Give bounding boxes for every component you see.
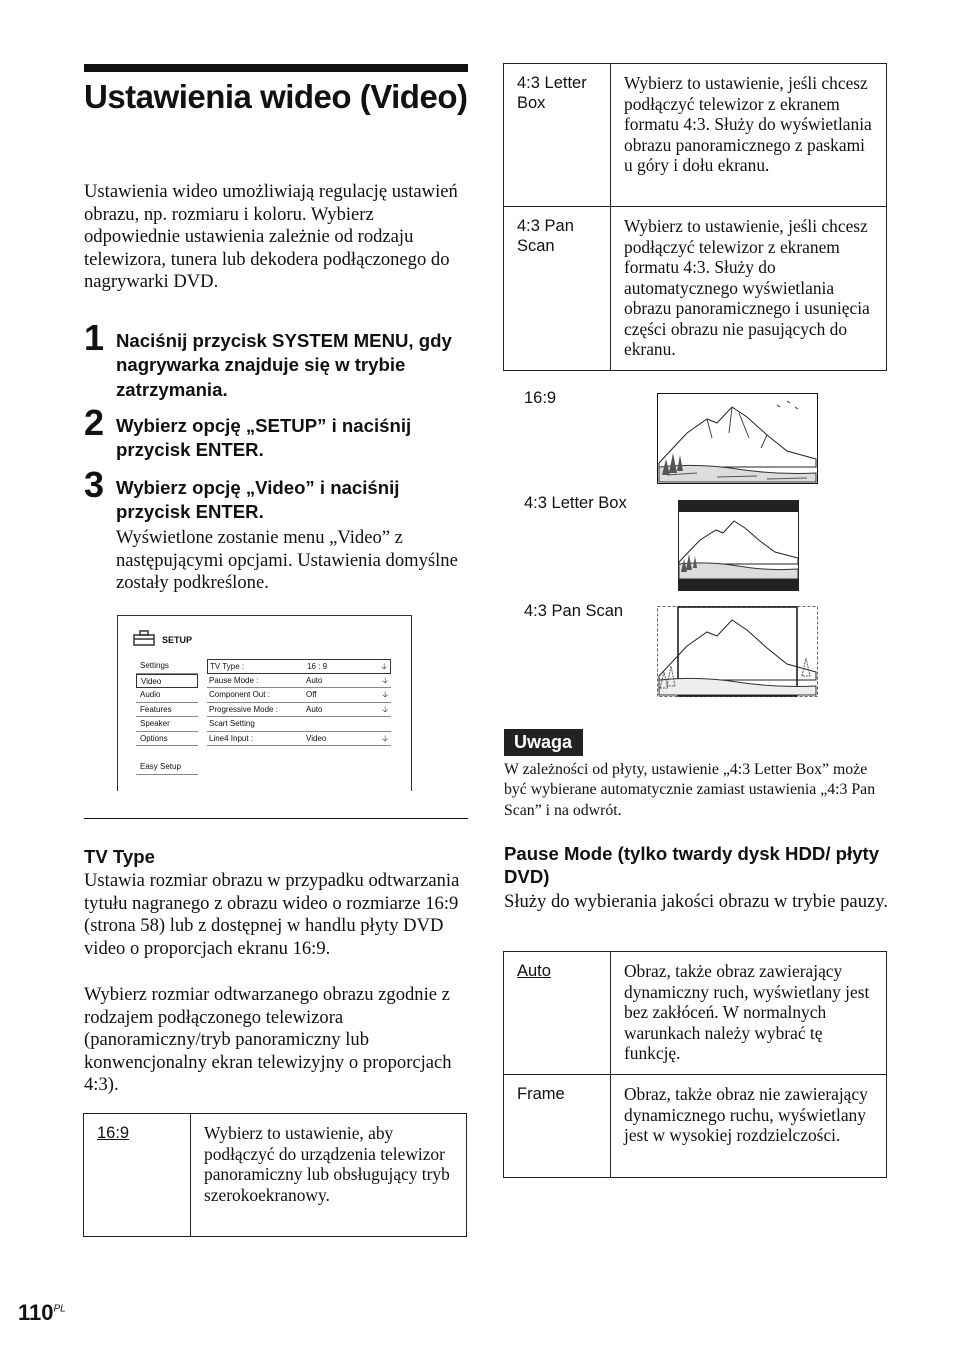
option-key: 4:3 Letter Box bbox=[504, 64, 611, 207]
note-label: Uwaga bbox=[504, 729, 583, 756]
toolbox-icon bbox=[133, 630, 155, 646]
pause-mode-heading: Pause Mode (tylko twardy dysk HDD/ płyty DVD) bbox=[504, 843, 880, 887]
intro-paragraph: Ustawienia wideo umożliwiają regulację ustawień obrazu, np. rozmiaru i koloru. Wybierz odpowiednie ustawienia zależnie od rodzaju telewizora, tunera lub dekodera podłączonego do nagrywarki DVD. bbox=[84, 181, 458, 293]
option-desc: Obraz, także obraz nie zawierający dynamicznego ruchu, wyświetlany jest w wysokiej rozdzielczości. bbox=[611, 1075, 887, 1178]
osd-row-label: Component Out : bbox=[209, 690, 270, 699]
osd-row bbox=[207, 732, 391, 747]
option-key: Auto bbox=[504, 952, 611, 1075]
section-divider bbox=[84, 818, 468, 819]
landscape-16-9-illustration bbox=[657, 393, 818, 484]
osd-row-value: Off bbox=[306, 690, 317, 699]
osd-row-label: Line4 Input : bbox=[209, 733, 254, 743]
step-text-2: Wybierz opcję „SETUP” i naciśnij przycisk ENTER. bbox=[116, 415, 412, 461]
osd-category: Features bbox=[136, 703, 198, 718]
diagram-label-16-9: 16:9 bbox=[524, 389, 557, 407]
step-number-3: 3 bbox=[84, 464, 105, 505]
setup-menu-screenshot bbox=[117, 615, 412, 791]
page-title: Ustawienia wideo (Video) bbox=[84, 78, 468, 115]
arrow-down-icon: 🡣 bbox=[381, 662, 387, 671]
osd-row bbox=[207, 659, 391, 674]
page-number-value: 110 bbox=[18, 1300, 54, 1325]
table-row bbox=[504, 64, 887, 207]
osd-header: SETUP bbox=[162, 635, 193, 645]
pause-mode-body: Służy do wybierania jakości obrazu w trybie pauzy. bbox=[504, 891, 888, 912]
osd-category: Options bbox=[136, 732, 198, 747]
diagram-label-letterbox: 4:3 Letter Box bbox=[524, 494, 627, 512]
osd-row bbox=[207, 703, 391, 718]
option-desc: Wybierz to ustawienie, jeśli chcesz podłączyć telewizor z ekranem formatu 4:3. Służy do automatycznego wyświetlania obrazu panoramicznego i usunięcia części obrazu nie pasujących do ekranu. bbox=[611, 207, 887, 371]
step-text-1: Naciśnij przycisk SYSTEM MENU, gdy nagrywarka znajduje się w trybie zatrzymania. bbox=[116, 330, 452, 400]
tvtype-options-table bbox=[83, 1113, 467, 1237]
title-rule bbox=[84, 64, 468, 72]
option-desc: Wybierz to ustawienie, aby podłączyć do urządzenia telewizor panoramiczny lub obsługujący tryb szerokoekranowy. bbox=[191, 1114, 467, 1237]
osd-category: Speaker bbox=[136, 717, 198, 732]
osd-easy-setup: Easy Setup bbox=[136, 760, 198, 775]
tvtype-heading: TV Type bbox=[84, 846, 155, 867]
option-desc: Wybierz to ustawienie, jeśli chcesz podłączyć telewizor z ekranem formatu 4:3. Służy do wyświetlania obrazu panoramicznego z paskami u góry i dołu ekranu. bbox=[611, 64, 887, 207]
osd-category: Audio bbox=[136, 688, 198, 703]
page-number bbox=[18, 1300, 66, 1326]
table-row bbox=[504, 1075, 887, 1178]
osd-row-label: Pause Mode : bbox=[209, 675, 259, 685]
panscan-illustration bbox=[657, 606, 818, 697]
osd-row bbox=[207, 717, 391, 732]
osd-row-value: Auto bbox=[306, 675, 323, 685]
letterbox-illustration bbox=[678, 500, 799, 591]
osd-category-list bbox=[136, 659, 198, 775]
tvtype-paragraph-1: Ustawia rozmiar obrazu w przypadku odtwarzania tytułu nagranego z obrazu wideo o rozmiarze 16:9 (strona 58) lub z dostępnej w handlu płyty DVD video o proporcjach ekranu 16:9. bbox=[84, 870, 460, 959]
osd-category-selected: Video bbox=[136, 674, 198, 689]
page-number-suffix: PL bbox=[53, 1303, 66, 1315]
option-key: 4:3 Pan Scan bbox=[504, 207, 611, 371]
osd-category: Settings bbox=[136, 659, 198, 674]
diagram-label-panscan: 4:3 Pan Scan bbox=[524, 602, 624, 620]
arrow-down-icon: 🡣 bbox=[382, 675, 388, 685]
step-text-3: Wybierz opcję „Video” i naciśnij przycisk ENTER. bbox=[116, 477, 400, 523]
osd-row-value: Video bbox=[306, 733, 327, 743]
arrow-down-icon: 🡣 bbox=[382, 733, 388, 743]
arrow-down-icon: 🡣 bbox=[382, 690, 388, 699]
step-body-3: Wyświetlone zostanie menu „Video” z następującymi opcjami. Ustawienia domyślne zostały podkreślone. bbox=[116, 527, 458, 594]
option-key: 16:9 bbox=[84, 1114, 191, 1237]
table-row bbox=[84, 1114, 467, 1237]
osd-option-list bbox=[207, 659, 391, 746]
note-text: W zależności od płyty, ustawienie „4:3 Letter Box” może być wybierane automatycznie zamiast ustawienia „4:3 Pan Scan” i na odwrót. bbox=[504, 761, 876, 819]
step-number-1: 1 bbox=[84, 317, 105, 358]
tvtype-options-table-cont bbox=[503, 63, 887, 371]
tvtype-paragraph-2: Wybierz rozmiar odtwarzanego obrazu zgodnie z rodzajem podłączonego telewizora (panoramiczny/tryb panoramiczny lub konwencjonalny ekran telewizyjny o proporcjach 4:3). bbox=[84, 984, 452, 1096]
arrow-down-icon: 🡣 bbox=[382, 704, 388, 714]
pause-mode-table bbox=[503, 951, 887, 1178]
osd-row-label: Progressive Mode : bbox=[209, 704, 278, 714]
osd-row bbox=[207, 674, 391, 689]
table-row bbox=[504, 207, 887, 371]
option-desc: Obraz, także obraz zawierający dynamiczny ruch, wyświetlany jest bez zakłóceń. W normalnych warunkach należy wybrać tę funkcję. bbox=[611, 952, 887, 1075]
step-number-2: 2 bbox=[84, 402, 105, 443]
osd-row-value: Auto bbox=[306, 704, 323, 714]
table-row bbox=[504, 952, 887, 1075]
osd-row bbox=[207, 688, 391, 703]
osd-row-label: TV Type : bbox=[210, 662, 245, 671]
osd-row-label: Scart Setting bbox=[209, 719, 255, 728]
osd-row-value: 16 : 9 bbox=[307, 662, 328, 671]
option-key: Frame bbox=[504, 1075, 611, 1178]
